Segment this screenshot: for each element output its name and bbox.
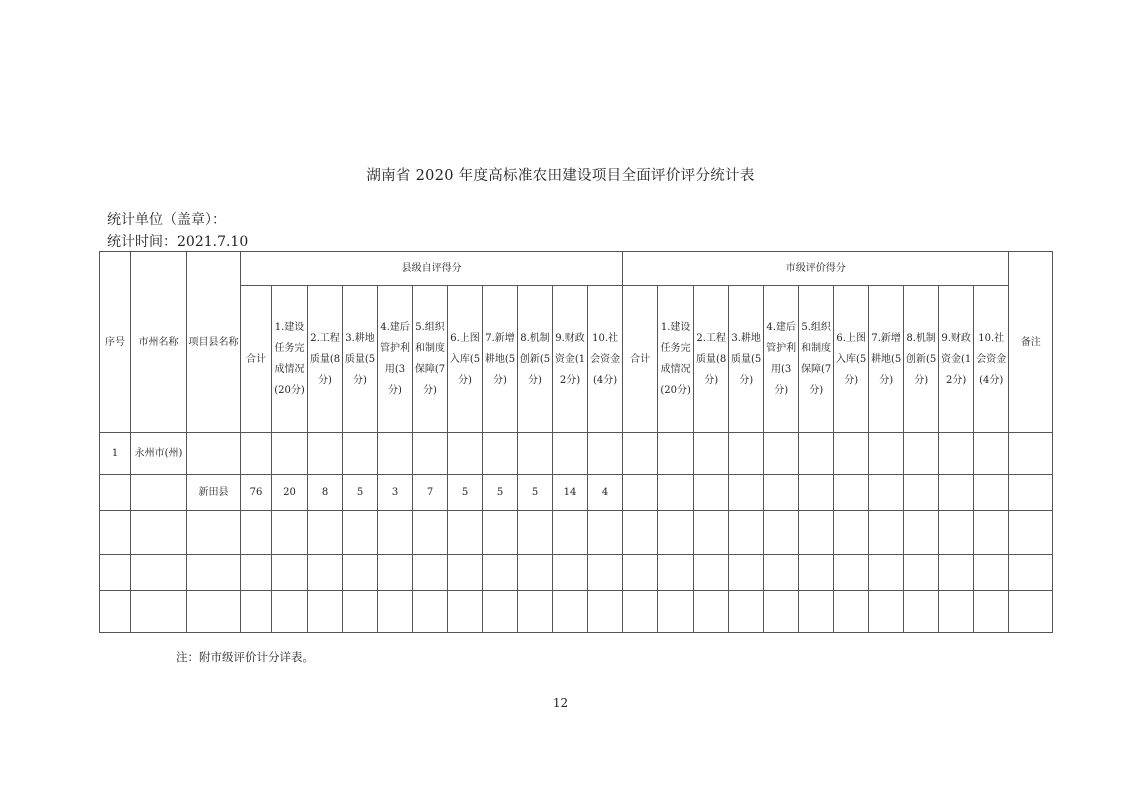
city-score-col-header: 8.机制创新(5分) [904, 286, 939, 433]
cell-city-score [694, 433, 729, 475]
cell-county-score: 8 [308, 475, 343, 511]
cell-city-score [974, 475, 1009, 511]
cell-city-score [658, 591, 694, 633]
cell-county-score: 5 [518, 475, 553, 511]
table-score-header-row [100, 286, 1053, 433]
county-score-col-header: 1.建设任务完成情况(20分) [272, 286, 308, 433]
cell-city-score [904, 433, 939, 475]
cell-county-score [343, 511, 378, 555]
cell-county-score [588, 591, 623, 633]
cell-county-score: 5 [343, 475, 378, 511]
cell-city-score [939, 475, 974, 511]
cell-city-score [658, 475, 694, 511]
cell-county-score [518, 511, 553, 555]
cell-city-score [834, 591, 869, 633]
cell-city-score [834, 433, 869, 475]
cell-city-score [694, 591, 729, 633]
cell-county-score [378, 591, 413, 633]
cell-county-score [448, 433, 483, 475]
cell-remark [1009, 591, 1053, 633]
cell-county-score [483, 555, 518, 591]
cell-city-score [799, 475, 834, 511]
cell-city-score [974, 591, 1009, 633]
city-score-col-header: 9.财政资金(12分) [939, 286, 974, 433]
cell-county-score [553, 433, 588, 475]
cell-city-score [834, 511, 869, 555]
cell-city-score [974, 433, 1009, 475]
cell-county-score [413, 591, 448, 633]
cell-project-county [187, 555, 241, 591]
cell-county-score [483, 591, 518, 633]
cell-county-score [343, 591, 378, 633]
cell-county-score [272, 511, 308, 555]
city-score-col-header: 6.上图入库(5分) [834, 286, 869, 433]
cell-city-score [799, 511, 834, 555]
cell-county-score [518, 555, 553, 591]
cell-county-score [378, 555, 413, 591]
cell-city-score [623, 555, 658, 591]
cell-county-score [413, 433, 448, 475]
cell-county-score [308, 511, 343, 555]
cell-county-score [413, 511, 448, 555]
city-score-col-header: 合计 [623, 286, 658, 433]
document-title: 湖南省 2020 年度高标准农田建设项目全面评价评分统计表 [366, 168, 755, 184]
cell-county-score: 5 [448, 475, 483, 511]
county-score-col-header: 合计 [241, 286, 272, 433]
cell-county-score: 7 [413, 475, 448, 511]
cell-county-score [241, 511, 272, 555]
cell-city-score [799, 555, 834, 591]
cell-county-score: 5 [483, 475, 518, 511]
city-score-col-header: 10.社会资金(4分) [974, 286, 1009, 433]
cell-county-score [308, 555, 343, 591]
cell-city-score [729, 591, 764, 633]
cell-county-score [588, 511, 623, 555]
cell-city-score [729, 475, 764, 511]
statistics-time-label: 统计时间：2021.7.10 [107, 234, 249, 250]
cell-county-score [413, 555, 448, 591]
cell-city-score [939, 591, 974, 633]
cell-remark [1009, 475, 1053, 511]
cell-city-score [939, 511, 974, 555]
cell-city-score [869, 591, 904, 633]
city-score-col-header: 4.建后管护利用(3分) [764, 286, 799, 433]
cell-city-score [834, 555, 869, 591]
cell-county-score: 4 [588, 475, 623, 511]
county-score-col-header: 9.财政资金(12分) [553, 286, 588, 433]
cell-county-score [588, 433, 623, 475]
cell-city-score [869, 511, 904, 555]
cell-county-score [378, 433, 413, 475]
cell-city-score [658, 511, 694, 555]
county-score-col-header: 6.上图入库(5分) [448, 286, 483, 433]
cell-city-score [904, 511, 939, 555]
cell-city-score [764, 591, 799, 633]
score-statistics-table [99, 251, 1053, 633]
cell-city-score [869, 475, 904, 511]
cell-city-score [694, 475, 729, 511]
header-county-self-score: 县级自评得分 [241, 252, 623, 286]
cell-city-score [974, 511, 1009, 555]
cell-city-score [729, 433, 764, 475]
cell-county-score: 76 [241, 475, 272, 511]
county-score-col-header: 5.组织和制度保障(7分) [413, 286, 448, 433]
cell-project-county [187, 591, 241, 633]
header-seq: 序号 [100, 252, 131, 433]
cell-city-name: 永州市(州) [131, 433, 187, 475]
cell-county-score [241, 591, 272, 633]
cell-seq [100, 555, 131, 591]
cell-county-score [448, 591, 483, 633]
cell-seq: 1 [100, 433, 131, 475]
cell-project-county [187, 433, 241, 475]
cell-county-score [308, 433, 343, 475]
cell-city-score [694, 511, 729, 555]
cell-city-score [694, 555, 729, 591]
statistics-unit-label: 统计单位（盖章）： [107, 212, 226, 228]
cell-county-score [343, 555, 378, 591]
cell-city-score [658, 433, 694, 475]
cell-county-score [518, 433, 553, 475]
cell-city-score [869, 433, 904, 475]
cell-city-score [939, 433, 974, 475]
cell-city-score [729, 511, 764, 555]
city-score-col-header: 3.耕地质量(5分) [729, 286, 764, 433]
city-score-col-header: 1.建设任务完成情况(20分) [658, 286, 694, 433]
cell-county-score: 20 [272, 475, 308, 511]
cell-county-score [448, 511, 483, 555]
cell-city-name [131, 555, 187, 591]
cell-city-score [904, 591, 939, 633]
cell-city-name [131, 591, 187, 633]
county-score-col-header: 10.社会资金(4分) [588, 286, 623, 433]
cell-city-score [623, 511, 658, 555]
header-project-county: 项目县名称 [187, 252, 241, 433]
cell-seq [100, 475, 131, 511]
header-city-name: 市州名称 [131, 252, 187, 433]
cell-city-score [764, 511, 799, 555]
cell-city-score [623, 433, 658, 475]
cell-city-score [764, 555, 799, 591]
cell-county-score [483, 433, 518, 475]
cell-remark [1009, 433, 1053, 475]
cell-county-score [308, 591, 343, 633]
county-score-col-header: 2.工程质量(8分) [308, 286, 343, 433]
cell-city-score [764, 475, 799, 511]
cell-county-score [518, 591, 553, 633]
county-score-col-header: 7.新增耕地(5分) [483, 286, 518, 433]
cell-city-score [974, 555, 1009, 591]
cell-county-score [343, 433, 378, 475]
cell-county-score [448, 555, 483, 591]
page-number: 12 [552, 696, 569, 710]
cell-county-score [272, 433, 308, 475]
cell-city-score [834, 475, 869, 511]
cell-county-score [588, 555, 623, 591]
table-row [100, 475, 1053, 511]
cell-county-score [241, 433, 272, 475]
cell-city-score [799, 591, 834, 633]
cell-city-score [904, 475, 939, 511]
cell-remark [1009, 511, 1053, 555]
county-score-col-header: 4.建后管护利用(3分) [378, 286, 413, 433]
table-group-header-row [100, 252, 1053, 286]
cell-county-score [241, 555, 272, 591]
cell-county-score [553, 555, 588, 591]
cell-county-score [553, 591, 588, 633]
cell-county-score: 14 [553, 475, 588, 511]
cell-seq [100, 591, 131, 633]
cell-project-county [187, 511, 241, 555]
city-score-col-header: 2.工程质量(8分) [694, 286, 729, 433]
header-city-score: 市级评价得分 [623, 252, 1009, 286]
county-score-col-header: 8.机制创新(5分) [518, 286, 553, 433]
cell-city-score [623, 591, 658, 633]
cell-project-county: 新田县 [187, 475, 241, 511]
cell-county-score [483, 511, 518, 555]
city-score-col-header: 5.组织和制度保障(7分) [799, 286, 834, 433]
cell-city-score [623, 475, 658, 511]
cell-city-score [904, 555, 939, 591]
table-note: 注：附市级评价计分详表。 [176, 650, 314, 664]
county-score-col-header: 3.耕地质量(5分) [343, 286, 378, 433]
city-score-col-header: 7.新增耕地(5分) [869, 286, 904, 433]
cell-county-score [272, 555, 308, 591]
table-row [100, 511, 1053, 555]
table-row [100, 591, 1053, 633]
cell-city-score [939, 555, 974, 591]
cell-seq [100, 511, 131, 555]
cell-remark [1009, 555, 1053, 591]
table-row [100, 555, 1053, 591]
table-row [100, 433, 1053, 475]
header-remark: 备注 [1009, 252, 1053, 433]
cell-city-score [764, 433, 799, 475]
cell-county-score [553, 511, 588, 555]
cell-city-name [131, 475, 187, 511]
cell-county-score [272, 591, 308, 633]
cell-city-score [799, 433, 834, 475]
cell-city-score [869, 555, 904, 591]
cell-city-score [729, 555, 764, 591]
cell-county-score [378, 511, 413, 555]
cell-city-score [658, 555, 694, 591]
cell-county-score: 3 [378, 475, 413, 511]
cell-city-name [131, 511, 187, 555]
